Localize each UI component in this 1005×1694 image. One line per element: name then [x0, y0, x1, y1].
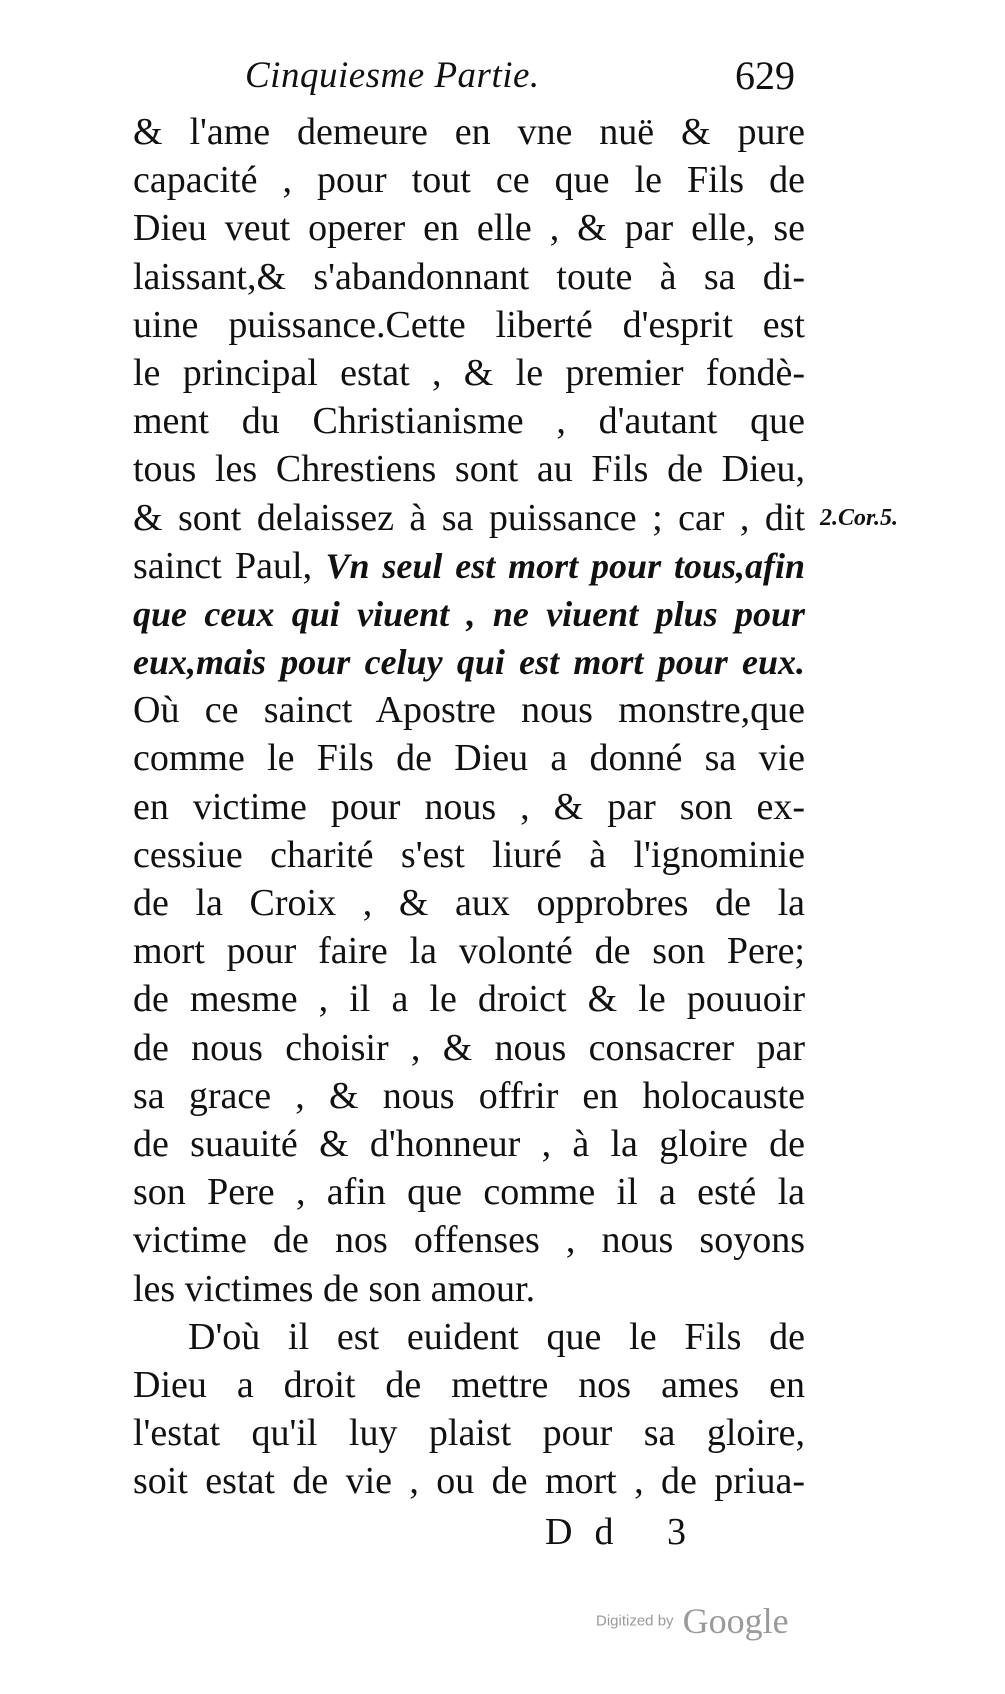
text-line: comme le Fils de Dieu a donné sa vie: [133, 737, 805, 780]
text-line-paragraph-start: D'où il est euident que le Fils de: [188, 1315, 805, 1358]
running-title: Cinquiesme Partie.: [245, 55, 540, 96]
signature-mark: Dd 3: [545, 1511, 708, 1553]
watermark: [596, 1600, 789, 1642]
text-line: tous les Chrestiens sont au Fils de Dieu,: [133, 448, 805, 491]
text-line-italic: que ceux qui viuent , ne viuent plus pour: [133, 593, 805, 634]
text-line-mixed: [133, 542, 805, 590]
text-line: ment du Christianisme , d'autant que: [133, 400, 805, 443]
text-line: cessiue charité s'est liuré à l'ignominie: [133, 833, 805, 876]
text-line: l'estat qu'il luy plaist pour sa gloire,: [133, 1412, 805, 1455]
body-text: [133, 108, 805, 1505]
text-line: sa grace , & nous offrir en holocauste: [133, 1074, 805, 1117]
margin-note: 2.Cor.5.: [820, 505, 899, 531]
text-line: Dieu veut operer en elle , & par elle, se: [133, 207, 805, 250]
text-line: de mesme , il a le droict & le pouuoir: [133, 978, 805, 1021]
text-line: capacité , pour tout ce que le Fils de: [133, 159, 805, 202]
text-line: victime de nos offenses , nous soyons: [133, 1219, 805, 1262]
text-line: de la Croix , & aux opprobres de la: [133, 882, 805, 924]
page-number: 629: [735, 53, 795, 98]
text-roman: sainct Paul,: [133, 544, 313, 587]
text-line: son Pere , afin que comme il a esté la: [133, 1171, 805, 1214]
text-line-italic: eux,mais pour celuy qui est mort pour eux.: [133, 642, 805, 683]
text-line: & sont delaissez à sa puissance ; car , dit: [133, 496, 805, 539]
text-line: soit estat de vie , ou de mort , de priua-: [133, 1460, 805, 1503]
watermark-brand: Google: [682, 1601, 789, 1641]
text-line: en victime pour nous , & par son ex-: [133, 785, 805, 828]
text-line: & l'ame demeure en vne nuë & pure: [133, 111, 805, 153]
text-line: mort pour faire la volonté de son Pere;: [133, 930, 805, 973]
text-line: laissant,& s'abandonnant toute à sa di-: [133, 255, 805, 298]
text-line: Où ce sainct Apostre nous monstre,que: [133, 689, 805, 732]
text-line: uine puissance.Cette liberté d'esprit est: [133, 303, 805, 346]
text-line: de nous choisir , & nous consacrer par: [133, 1026, 805, 1069]
text-line: Dieu a droit de mettre nos ames en: [133, 1363, 805, 1406]
running-head: [150, 50, 800, 110]
text-line: le principal estat , & le premier fondè-: [133, 351, 805, 394]
text-line: de suauité & d'honneur , à la gloire de: [133, 1122, 805, 1165]
text-line: les victimes de son amour.: [133, 1267, 536, 1310]
watermark-prefix: Digitized by: [596, 1612, 674, 1630]
text-italic-quote: Vn seul est mort pour tous,afin: [325, 545, 806, 586]
